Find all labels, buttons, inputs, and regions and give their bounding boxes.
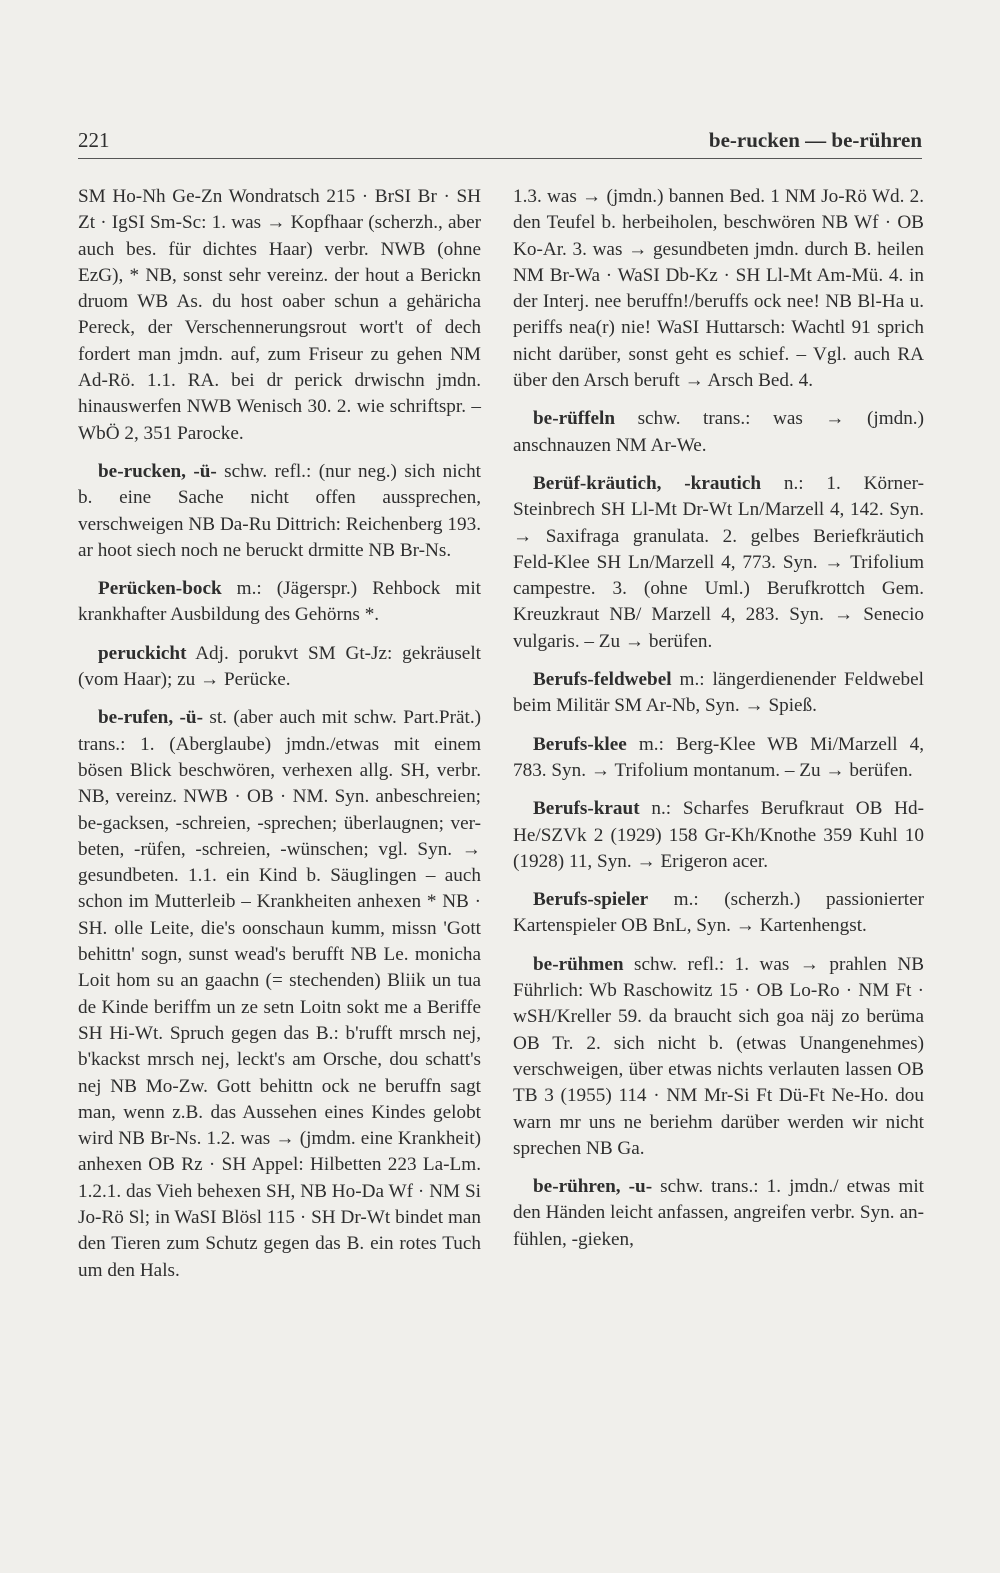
entry-headword: be-rufen, -ü- bbox=[98, 707, 203, 729]
dictionary-entry bbox=[513, 667, 924, 720]
entry-text: 1.3. was → (jmdn.) bannen Bed. 1 NM Jo-Rö Wd. 2. den Teufel b. herbeiholen, beschwören NB Wf · OB Ko-Ar. 3. was → gesundbeten jmdn. durch B. heilen NM Br-Wa · WaSI Db-Kz · SH Ll-Mt Am-Mü. 4. in der Interj. nee beruffn!/beruffs ock nee! NB Bl-Ha u. periffs nea(r) nie! WaSI Huttarsch: Wachtl 91 sprich nicht darüber, sonst geht es schief. – Vgl. auch RA über den Arsch beruft → Arsch Bed. 4. bbox=[513, 186, 924, 392]
entry-headword: be-rucken, -ü- bbox=[98, 460, 217, 482]
entry-headword: peruckicht bbox=[98, 642, 187, 664]
dictionary-entry bbox=[513, 184, 924, 394]
entry-text: Adj. porukvt SM Gt-Jz: gekräuselt (vom Haar); zu → Perücke. bbox=[78, 642, 481, 691]
entry-headword: be-rüffeln bbox=[533, 408, 616, 430]
running-head: be-rucken — be-rühren bbox=[708, 128, 922, 152]
right-column bbox=[513, 184, 924, 1265]
dictionary-entry bbox=[78, 705, 481, 1284]
entry-text: m.: längerdienender Feldwebel beim Militär SM Ar-Nb, Syn. → Spieß. bbox=[513, 669, 924, 717]
entry-text: SM Ho-Nh Ge-Zn Wondratsch 215 · BrSI Br · SH Zt · IgSI Sm-Sc: 1. was → Kopfhaar (scherzh., aber auch bes. für dichtes Haar) verbr. NWB (ohne EzG), * NB, sonst sehr vereinz. der hout a Berickn druom WB As. du host oaber schun a gehäricha Pereck, der Verschennerungsrout wort't of dech fordert man jmdn. auf, zum Friseur zu gehen NM Ad-Rö. 1.1. RA. bei dr perick drwischn jmdn. hinauswerfen NWB Wenisch 30. 2. wie schriftspr. – WbÖ 2, 351 Parocke. bbox=[78, 186, 481, 444]
dictionary-entry bbox=[513, 406, 924, 459]
entry-text: schw. trans.: was → (jmdn.) anschnauzen NM Ar-We. bbox=[513, 408, 924, 456]
dictionary-entry bbox=[513, 887, 924, 940]
dictionary-entry bbox=[78, 459, 481, 564]
left-column bbox=[78, 184, 481, 1296]
entry-text: m.: Berg-Klee WB Mi/Marzell 4, 783. Syn. → Trifolium montanum. – Zu → berüfen. bbox=[513, 733, 925, 781]
dictionary-entry bbox=[78, 641, 481, 694]
dictionary-entry bbox=[513, 952, 924, 1162]
dictionary-entry bbox=[513, 471, 924, 655]
entry-headword: Perücken-bock bbox=[98, 578, 222, 600]
dictionary-entry bbox=[78, 576, 481, 629]
entry-text: n.: 1. Körner-Steinbrech SH Ll-Mt Dr-Wt Ln/Marzell 4, 142. Syn. → Saxifraga granulata. 2. gelbes Beriefkräutich Feld-Klee SH Ln/Marzell 4, 773. Syn. → Trifolium campestre. 3. (ohne Uml.) Berufkrottch Gem. Kreuzkraut NB/ Marzell 4, 283. Syn. → Senecio vulgaris. – Zu → berüfen. bbox=[513, 472, 924, 652]
entry-headword: Berufs-kraut bbox=[533, 798, 640, 820]
entry-headword: be-rühmen bbox=[533, 953, 624, 975]
dictionary-entry bbox=[513, 732, 924, 785]
entry-text: m.: (Jägerspr.) Rehbock mit krankhafter Ausbildung des Gehörns *. bbox=[78, 578, 482, 626]
entry-headword: be-rühren, -u- bbox=[533, 1176, 653, 1198]
page-header bbox=[78, 128, 922, 159]
dictionary-entry bbox=[513, 796, 924, 875]
page-number: 221 bbox=[78, 128, 110, 152]
entry-text: st. (aber auch mit schw. Part.Prät.) trans.: 1. (Aberglaube) jmdn./etwas mit einem bösen Blick beschwören, verhexen allg. SH, verbr. NB, vereinz. NWB · OB · NM. Syn. anbeschreien; be-gacksen, -schreien, -sprechen; überlaugnen; ver-beten, -rüfen, -schreien, -wünschen; vgl. Syn. → gesundbeten. 1.1. ein Kind b. Säuglingen – auch schon im Mutterleib – Krankheiten anhexen * NB · SH. olle Leite, die's oonschaun kumm, missn 'Gott behittn' sogn, sunst wead's berufft NB Le. monicha Loit hom su an gaachn (= stechenden) Bliik un tua de Kinde beriffm un ze setn Loitn sokt me a Beriffe SH Hi-Wt. Spruch gegen das B.: b'rufft mrsch nej, b'kackst mrsch nej, leckt's am Orsche, dou schatt's nej NB Mo-Zw. Gott behittn ock ne beruffn sagt man, wenn z.B. das Aussehen eines Kindes gelobt wird NB Br-Ns. 1.2. was → (jmdm. eine Krankheit) anhexen OB Rz · SH Appel: Hilbetten 223 La-Lm. 1.2.1. das Vieh behexen SH, NB Ho-Da Wf · NM Si Jo-Rö Sl; in WaSI Blösl 115 · SH Dr-Wt bindet man den Tieren zum Schutz gegen das B. ein rotes Tuch um den Hals. bbox=[78, 707, 482, 1281]
entry-text: m.: (scherzh.) passionierter Kartenspieler OB BnL, Syn. → Kartenhengst. bbox=[513, 889, 924, 937]
entry-headword: Berufs-feldwebel bbox=[533, 669, 672, 691]
dictionary-entry bbox=[78, 184, 481, 447]
entry-headword: Berüf-kräutich, -krautich bbox=[533, 472, 762, 494]
entry-text: schw. refl.: (nur neg.) sich nicht b. eine Sache nicht offen aussprechen, verschweigen NB Da-Ru Dittrich: Reichenberg 193. ar hoot siech noch ne beruckt drmitte NB Br-Ns. bbox=[78, 460, 481, 561]
entry-headword: Berufs-spieler bbox=[533, 889, 649, 911]
entry-text: schw. refl.: 1. was → prahlen NB Führlich: Wb Raschowitz 15 · OB Lo-Ro · NM Ft · wSH/Kreller 59. da braucht sich goa näj zo berüma OB Tr. 2. sich nicht b. (etwas Unangenehmes) verschweigen, über etwas nichts verlauten lassen OB TB 3 (1955) 114 · NM Mr-Si Ft Dü-Ft Ne-Ho. dou warn mr uns ne beriehm darüber werden wir nicht sprechen NB Ga. bbox=[513, 953, 924, 1159]
dictionary-entry bbox=[513, 1174, 924, 1253]
entry-text: schw. trans.: 1. jmdn./ etwas mit den Händen leicht anfassen, angreifen verbr. Syn. an-fühlen, -gieken, bbox=[513, 1176, 924, 1250]
entry-headword: Berufs-klee bbox=[533, 733, 627, 755]
entry-text: n.: Scharfes Berufkraut OB Hd-He/SZVk 2 (1929) 158 Gr-Kh/Knothe 359 Kuhl 10 (1928) 11, Syn. → Erigeron acer. bbox=[513, 798, 925, 872]
